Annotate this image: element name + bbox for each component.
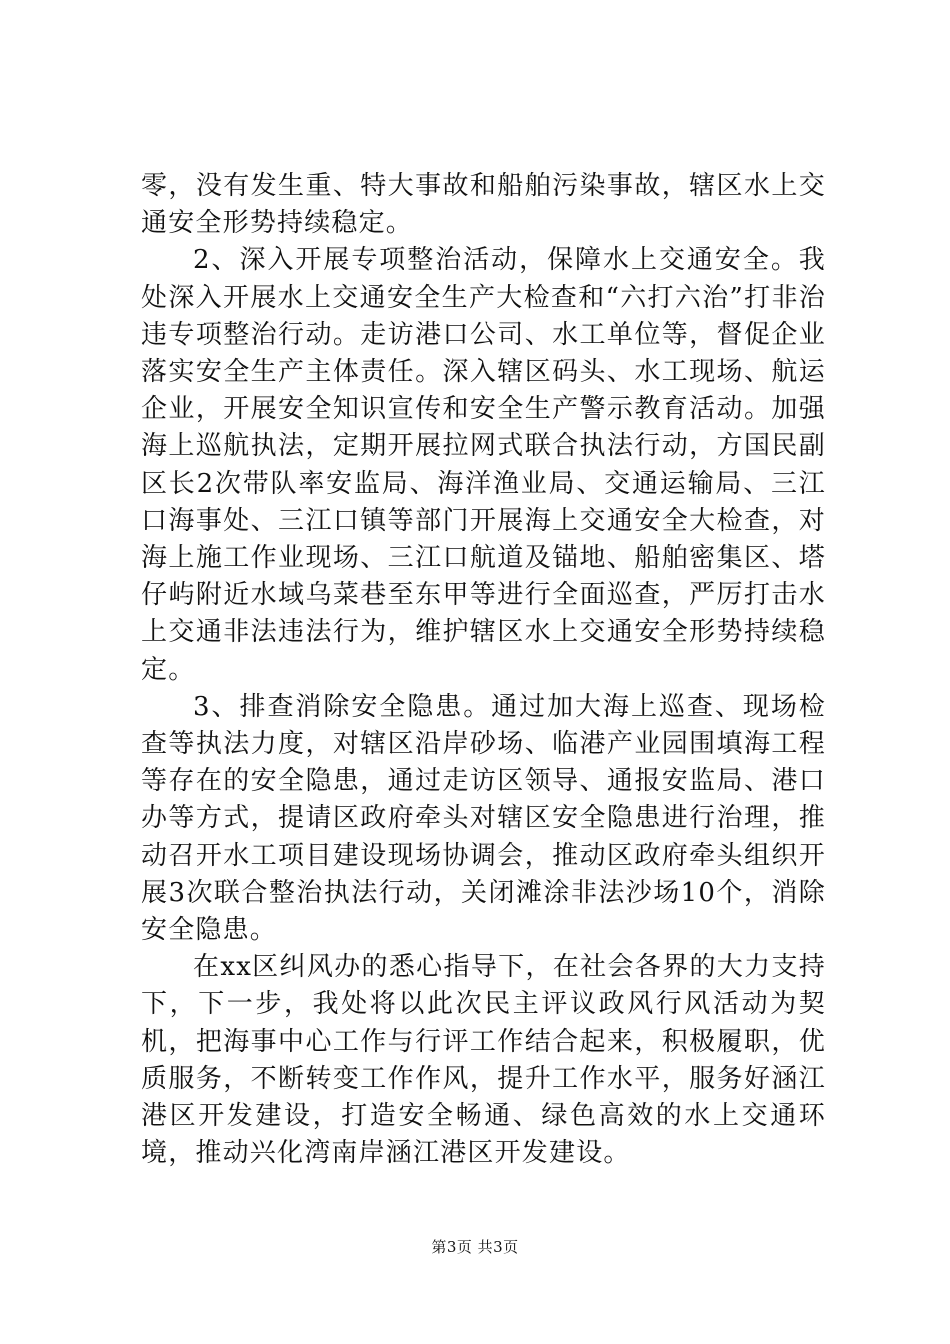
document-body (141, 168, 826, 1172)
paragraph-continuation: 零，没有发生重、特大事故和船舶污染事故，辖区水上交通安全形势持续稳定。 (141, 171, 826, 239)
paragraph-special-rectification: 2、深入开展专项整治活动，保障水上交通安全。我处深入开展水上交通安全生产大检查和“六打六治”打非治违专项整治行动。走访港口公司、水工单位等，督促企业落实安全生产主体责任。深入辖区码头、水工现场、航运企业，开展安全知识宣传和安全生产警示教育活动。加强海上巡航执法，定期开展拉网式联合执法行动，方国民副区长2次带队率安监局、海洋渔业局、交通运输局、三江口海事处、三江口镇等部门开展海上交通安全大检查，对海上施工作业现场、三江口航道及锚地、船舶密集区、塔仔屿附近水域乌菜巷至东甲等进行全面巡查，严厉打击水上交通非法违法行为，维护辖区水上交通安全形势持续稳定。 (141, 245, 826, 685)
paragraph-hazard-elimination: 3、排查消除安全隐患。通过加大海上巡查、现场检查等执法力度，对辖区沿岸砂场、临港产业园围填海工程等存在的安全隐患，通过走访区领导、通报安监局、港口办等方式，提请区政府牵头对辖区安全隐患进行治理，推动召开水工项目建设现场协调会，推动区政府牵头组织开展3次联合整治执法行动，关闭滩涂非法沙场10个，消除安全隐患。 (141, 691, 826, 946)
paragraph-next-steps: 在xx区纠风办的悉心指导下，在社会各界的大力支持下，下一步，我处将以此次民主评议政风行风活动为契机，把海事中心工作与行评工作结合起来，积极履职，优质服务，不断转变工作作风，提升工作水平，服务好涵江港区开发建设，打造安全畅通、绿色高效的水上交通环境，推动兴化湾南岸涵江港区开发建设。 (141, 952, 826, 1169)
page-footer: 第3页 共3页 (431, 1238, 519, 1256)
